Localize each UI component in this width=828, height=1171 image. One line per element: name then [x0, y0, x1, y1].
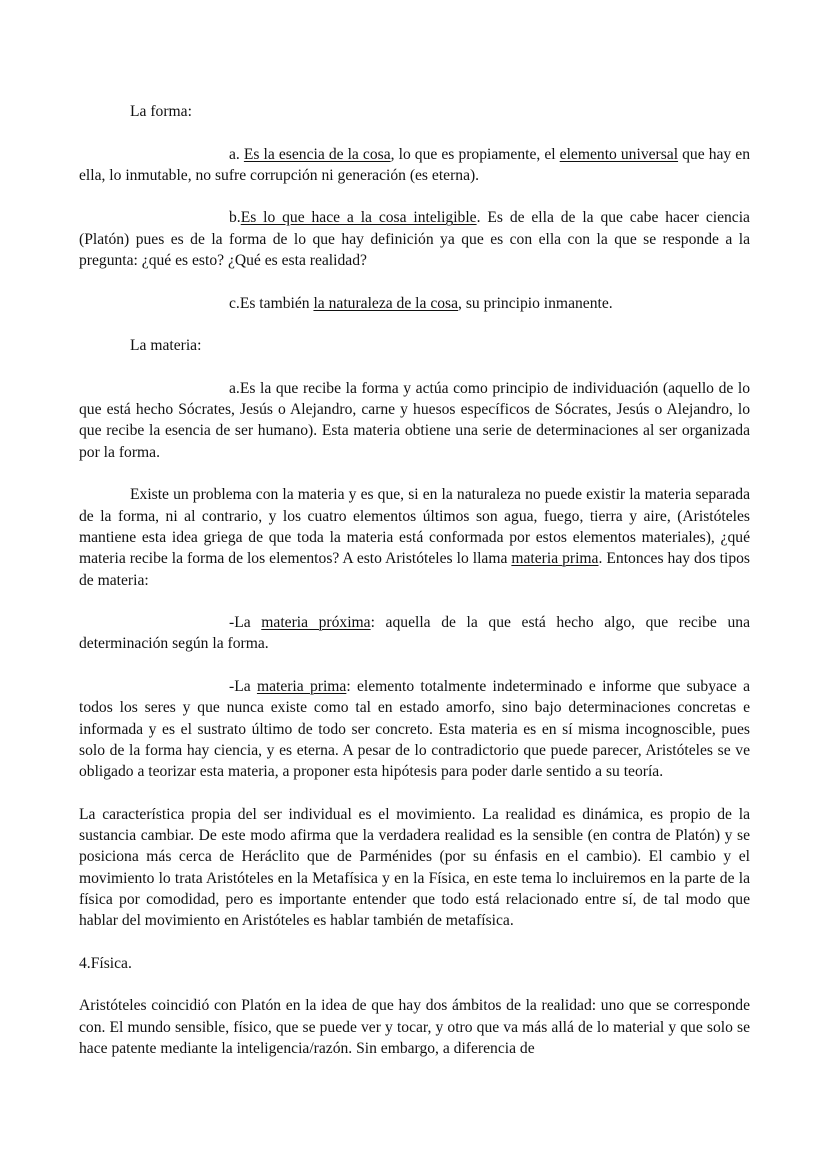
materia-prima-prefix: -La: [229, 678, 257, 696]
forma-b-underline-inteligible: Es lo que hace a la cosa inteligible: [240, 209, 477, 227]
materia-prima-underline: materia prima: [256, 678, 347, 696]
document-page: [79, 101, 750, 1081]
materia-proxima-underline: materia próxima: [261, 614, 371, 632]
fisica-paragraph: Aristóteles coincidió con Platón en la idea de que hay dos ámbitos de la realidad: uno que se corresponde con. El mundo sensible, físico, que se puede ver y tocar, y otro que va más allá de lo material y que solo se hace patente mediante la inteligencia/razón. Sin embargo, a diferencia de: [79, 997, 750, 1058]
forma-a-underline-universal: elemento universal: [559, 145, 679, 163]
materia-prima-item: [79, 676, 750, 782]
forma-c-prefix: c.Es también: [229, 294, 314, 312]
forma-heading: La forma:: [130, 103, 192, 120]
materia-proxima-rest: : aquella de la que está hecho algo, que recibe una determinación según la forma.: [79, 614, 750, 653]
movimiento-paragraph: La característica propia del ser individual es el movimiento. La realidad es dinámica, es propio de la sustancia cambiar. De este modo afirma que la verdadera realidad es la sensible (en contra de Platón) y se posiciona más cerca de Heráclito que de Parménides (por su énfasis en el cambio). El cambio y el movimiento lo trata Aristóteles en la Metafísica y en la Física, en este tema lo incluiremos en la parte de la física por comodidad, pero es importante entender que todo está relacionado entre sí, de tal modo que hablar del movimiento en Aristóteles es hablar también de metafísica.: [79, 805, 750, 930]
materia-problema-text: Existe un problema con la materia y es que, si en la naturaleza no puede existir la materia separada de la forma, ni al contrario, y los cuatro elementos últimos son agua, fuego, tierra y aire, (Aristóteles mantiene esta idea griega de que toda la materia está conformada por estos elementos materiales), ¿qué materia recibe la forma de los elementos? A esto Aristóteles lo llama: [79, 486, 750, 568]
forma-item-b: [79, 207, 750, 271]
forma-item-a: [79, 144, 750, 187]
materia-item-a: a.Es la que recibe la forma y actúa como principio de individuación (aquello de lo que está hecho Sócrates, Jesús o Alejandro, carne y huesos específicos de Sócrates, Jesús o Alejandro, lo que recibe la esencia de ser humano). Esta materia obtiene una serie de determinaciones al ser organizada por la forma.: [79, 379, 750, 461]
materia-problema-paragraph: [79, 484, 750, 590]
materia-prima-rest: : elemento totalmente indeterminado e informe que subyace a todos los seres y que nunca existe como tal en estado amorfo, sino bajo determinaciones concretas e informada y es el sustrato último de todo ser concreto. Esta materia es en sí misma incognoscible, pues solo de la forma hay ciencia, y es eterna. A pesar de lo contradictorio que puede parecer, Aristóteles se ve obligado a teorizar esta materia, a proponer esta hipótesis para poder darle sentido a su teoría.: [79, 678, 750, 781]
forma-a-mid: , lo que es propiamente, el: [390, 145, 560, 163]
materia-problema-rest: . Entonces hay dos tipos de materia:: [79, 550, 750, 589]
materia-heading: La materia:: [130, 337, 202, 355]
forma-c-rest: , su principio inmanente.: [458, 294, 613, 312]
materia-proxima-prefix: -La: [229, 614, 262, 632]
materia-problema-underline-prima: materia prima: [511, 550, 599, 568]
forma-a-rest: que hay en ella, lo inmutable, no sufre corrupción ni generación (es eterna).: [79, 145, 751, 184]
forma-b-rest: . Es de ella de la que cabe hacer ciencia (Platón) pues es de la forma de lo que hay definición ya que es con ella con la que se responde a la pregunta: ¿qué es esto? ¿Qué es esta realidad?: [79, 209, 750, 270]
forma-item-c: [79, 293, 750, 314]
forma-a-underline-esencia: Es la esencia de la cosa: [243, 145, 391, 163]
forma-c-underline-naturaleza: la naturaleza de la cosa: [313, 294, 459, 312]
fisica-heading: 4.Física.: [79, 954, 132, 972]
forma-b-prefix: b.: [229, 209, 241, 227]
materia-proxima-item: [79, 612, 750, 655]
forma-a-prefix: a.: [229, 145, 244, 163]
